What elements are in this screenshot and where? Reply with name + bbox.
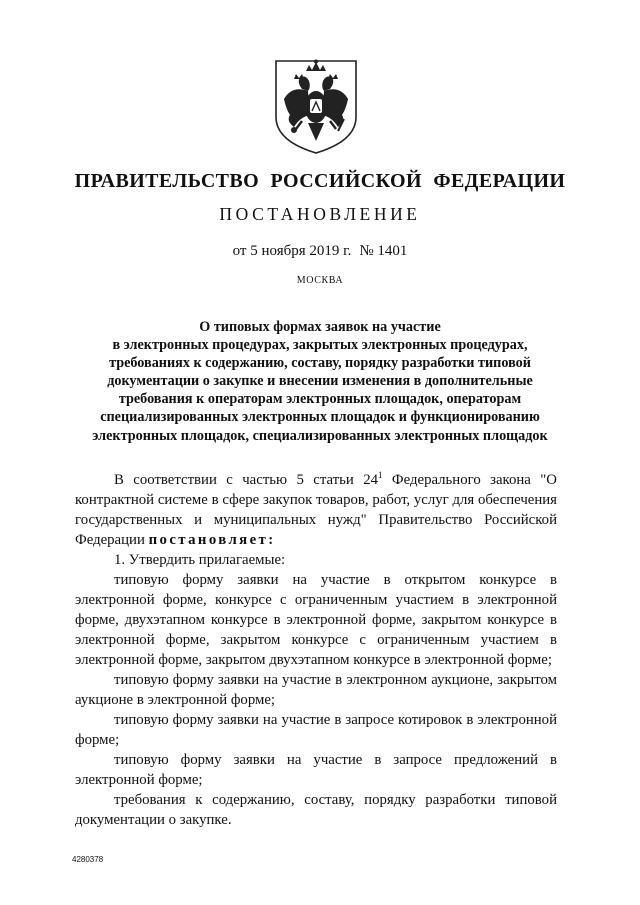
document-code: 4280378 [72, 855, 104, 864]
document-type: ПОСТАНОВЛЕНИЕ [219, 204, 421, 224]
document-body [75, 470, 557, 830]
article-superscript: 1 [378, 470, 383, 480]
decree-word: постановляет: [148, 532, 276, 548]
government-title: ПРАВИТЕЛЬСТВО РОССИЙСКОЙ ФЕДЕРАЦИИ [74, 170, 566, 192]
preamble-text: В соответствии с частью 5 статьи 24 [114, 472, 379, 488]
document-date: от 5 ноября 2019 г. [232, 243, 352, 259]
heading-line: в электронных процедурах, закрытых электронных процедурах, [112, 337, 528, 354]
document-number: № 1401 [359, 243, 408, 259]
preamble-text-continued: Федерального закона "О контрактной системе в сфере закупок товаров, работ, услуг для обеспечения государственных и муниципальных нужд" Правительство Российской Федерации [75, 472, 557, 548]
heading-line: электронных площадок, специализированных электронных площадок [92, 427, 548, 444]
item-paragraph: типовую форму заявки на участие в открытом конкурсе в электронной форме, конкурсе с ограниченным участием в электронной форме, двухэтапном конкурсе в электронной форме, закрытом конкурсе в электронной форме, закрытом конкурсе с ограниченным участием в электронной форме, закрытом двухэтапном конкурсе в электронной форме; [75, 572, 557, 668]
document-city: МОСКВА [296, 275, 344, 286]
coat-of-arms-russia-icon [272, 55, 360, 155]
document-heading [50, 318, 590, 445]
document-date-line [0, 243, 640, 260]
item-paragraph: типовую форму заявки на участие в электронном аукционе, закрытом аукционе в электронной форме; [75, 672, 557, 708]
item-paragraph: типовую форму заявки на участие в запросе предложений в электронной форме; [75, 752, 557, 788]
heading-line: документации о закупке и внесении изменения в дополнительные [107, 373, 533, 390]
preamble-paragraph [75, 470, 557, 550]
heading-line: специализированных электронных площадок и функционированию [100, 409, 540, 426]
heading-line: О типовых формах заявок на участие [199, 319, 441, 335]
heading-line: требования к операторам электронных площадок, операторам [118, 391, 522, 408]
item-paragraph: типовую форму заявки на участие в запросе котировок в электронной форме; [75, 712, 557, 748]
item-paragraph: 1. Утвердить прилагаемые: [114, 552, 286, 568]
heading-line: требованиях к содержанию, составу, порядку разработки типовой [109, 355, 531, 372]
item-paragraph: требования к содержанию, составу, порядку разработки типовой документации о закупке. [75, 792, 557, 828]
